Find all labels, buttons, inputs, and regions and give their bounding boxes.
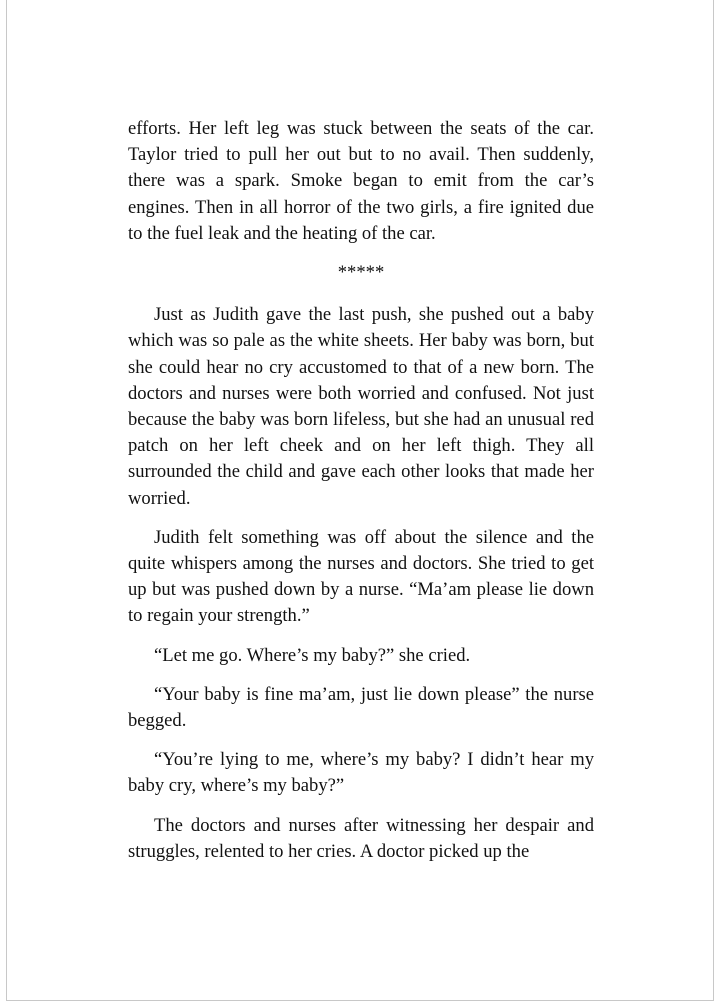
page-body-text (128, 116, 594, 878)
paragraph: Just as Judith gave the last push, she pushed out a baby which was so pale as the white sheets. Her baby was born, but she could hear no cry accustomed to that of a new born. The doctors and nurses were both worried and confused. Not just because the baby was born lifeless, but she had an unusual red patch on her left cheek and on her left thigh. They all surrounded the child and gave each other looks that made her worried. (128, 304, 594, 509)
paragraph: The doctors and nurses after witnessing her despair and struggles, relented to her cries. A doctor picked up the (128, 814, 594, 862)
paragraph: “You’re lying to me, where’s my baby? I didn’t hear my baby cry, where’s my baby?” (128, 749, 594, 797)
paragraph: Judith felt something was off about the silence and the quite whispers among the nurses and doctors. She tried to get up but was pushed down by a nurse. “Ma’am please lie down to regain your strength.” (128, 526, 594, 627)
paragraph-continuation: efforts. Her left leg was stuck between the seats of the car. Taylor tried to pull her out but to no avail. Then suddenly, there was a spark. Smoke began to emit from the car’s engines. Then in all horror of the two girls, a fire ignited due to the fuel leak and the heating of the car. (128, 118, 594, 244)
paragraph: “Your baby is fine ma’am, just lie down please” the nurse begged. (128, 683, 594, 732)
scene-separator: ***** (337, 262, 385, 284)
paragraph: “Let me go. Where’s my baby?” she cried. (154, 644, 471, 666)
document-page (6, 0, 714, 1001)
